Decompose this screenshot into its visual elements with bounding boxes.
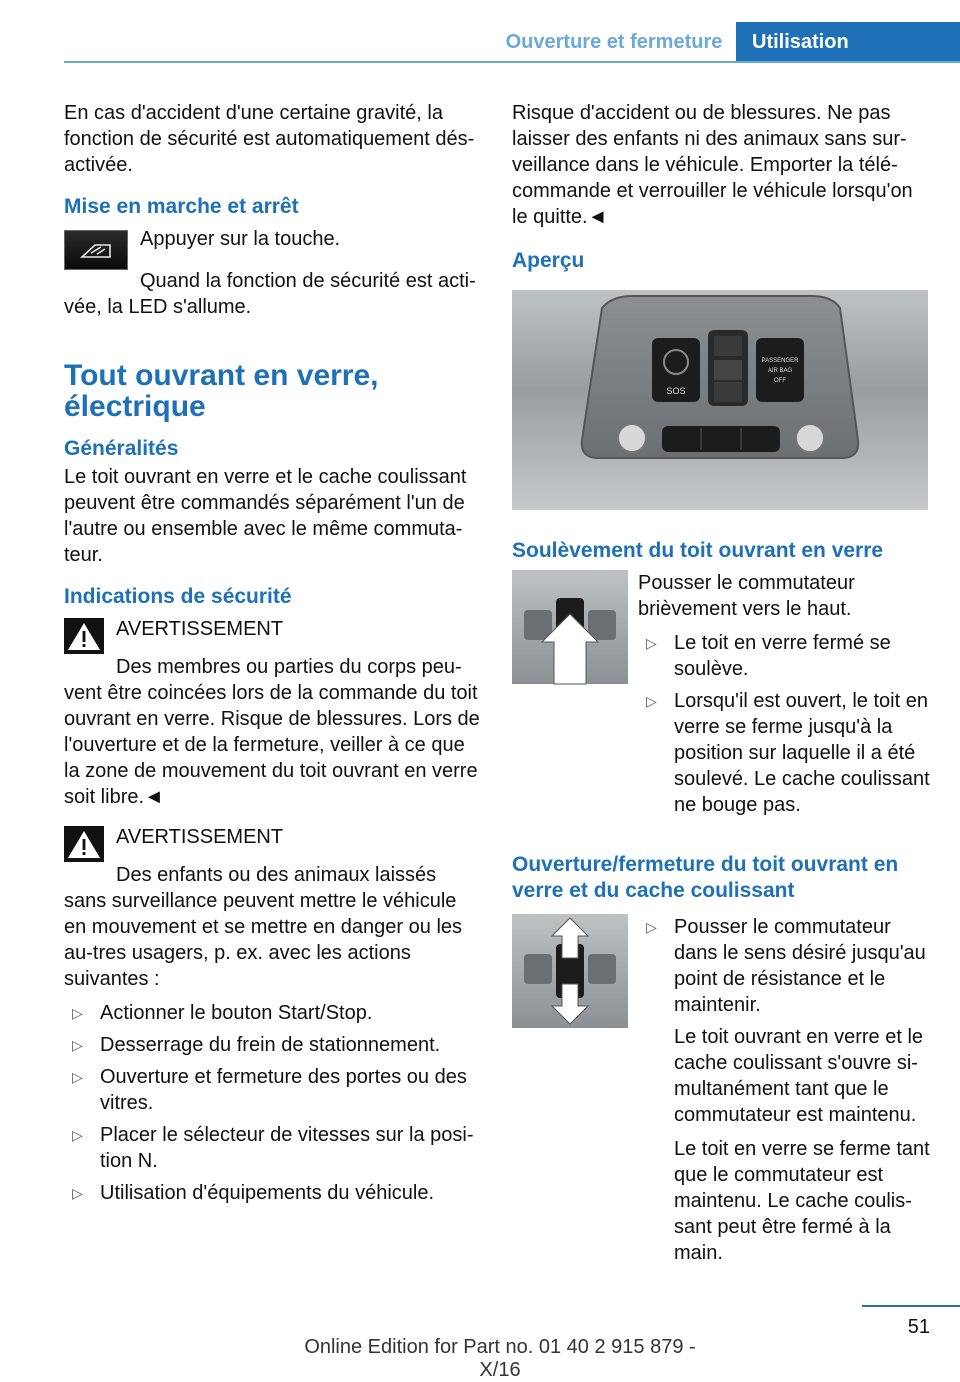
left-column (64, 100, 482, 1212)
heading-on-off: Mise en marche et arrêt (64, 195, 299, 218)
right-column (512, 100, 932, 1274)
list-item: ▷ Desserrage du frein de stationnement. (64, 1032, 482, 1058)
off-label: OFF (774, 378, 786, 384)
bullet-triangle-icon: ▷ (72, 1037, 83, 1053)
general-paragraph: Le toit ouvrant en verre et le cache coulissant peuvent être commandés séparément l'un de l'autre ou ensemble avec le même commuta-teur. (64, 466, 467, 566)
heading-lift: Soulèvement du toit ouvrant en verre (512, 539, 884, 562)
roof-button-icon (64, 230, 128, 270)
list-item: ▷ Le toit en verre fermé se soulève. (638, 630, 932, 682)
bullet-triangle-icon: ▷ (72, 1069, 83, 1085)
airbag-label: AIR BAG (767, 368, 793, 374)
warning-triangle-icon (64, 826, 104, 862)
list-item: ▷ Pousser le commutateur dans le sens désiré jusqu'au point de résistance et le maintenir. (638, 914, 932, 1018)
warning-1-text: Des membres ou parties du corps peu-vent être coincées lors de la commande du toit ouvrant en verre. Risque de blessures. Lors de l'ouverture et de la fermeture, veiller à ce que la zone de mouvement du toit ouvrant en verre soit libre.◄ (64, 656, 480, 808)
sos-label: SOS (666, 386, 686, 396)
lift-instruction: Pousser le commutateur brièvement vers le haut. (638, 572, 855, 620)
intro-paragraph: En cas d'accident d'une certaine gravité, la fonction de sécurité est automatiquement dés-activée. (64, 102, 475, 176)
header-section-title: Ouverture et fermeture (505, 30, 723, 53)
list-item: ▷ Ouverture et fermeture des portes ou des vitres. (64, 1064, 482, 1116)
page-number: 51 (907, 1316, 930, 1338)
bullet-triangle-icon: ▷ (646, 919, 657, 935)
switch-open-close-diagram (512, 914, 628, 1028)
header-tab: Utilisation (736, 22, 960, 62)
switch-lift-diagram (512, 570, 628, 684)
warning-2-text: Des enfants ou des animaux laissés sans surveillance peuvent mettre le véhicule en mouvement et se mettre en danger ou les au-tres usagers, p. ex. avec les actions suivantes : (64, 864, 463, 990)
header-rule (64, 61, 960, 63)
heading-open-close: Ouverture/fermeture du toit ouvrant en verre et du cache coulissant (512, 853, 899, 902)
heading-general: Généralités (64, 437, 179, 460)
passenger-label: PASSENGER (761, 358, 799, 364)
list-item: ▷ Lorsqu'il est ouvert, le toit en verre se ferme jusqu'à la position sur laquelle il a été soulevé. Le cache coulissant ne bouge pas. (638, 688, 932, 818)
actions-list (64, 1000, 482, 1206)
open-close-paragraph-3: Le toit en verre se ferme tant que le commutateur est maintenu. Le cache coulis-sant peut être fermé à la main. (674, 1138, 930, 1264)
footer-rule (862, 1305, 960, 1307)
bullet-triangle-icon: ▷ (72, 1185, 83, 1201)
overhead-console-photo (512, 290, 928, 510)
warning-2 (64, 824, 482, 862)
heading-overview: Aperçu (512, 249, 585, 272)
heading-glass-roof: Tout ouvrant en verre, électrique (64, 359, 379, 423)
bullet-triangle-icon: ▷ (646, 693, 657, 709)
warning-1-title: AVERTISSEMENT (116, 618, 284, 640)
list-item: ▷ Placer le sélecteur de vitesses sur la posi-tion N. (64, 1122, 482, 1174)
bullet-triangle-icon: ▷ (646, 635, 657, 651)
warning-2-title: AVERTISSEMENT (116, 826, 284, 848)
warning-triangle-icon (64, 618, 104, 654)
lift-block (512, 570, 932, 824)
open-close-block (512, 914, 932, 1274)
on-off-led-text: Quand la fonction de sécurité est acti-vée, la LED s'allume. (64, 270, 476, 318)
on-off-block (64, 226, 482, 270)
edition-line: Online Edition for Part no. 01 40 2 915 879 - X/16 (304, 1336, 696, 1381)
list-item: ▷ Utilisation d'équipements du véhicule. (64, 1180, 482, 1206)
open-close-paragraph-2: Le toit ouvrant en verre et le cache coulissant s'ouvre si-multanément tant que le commutateur est maintenu. (674, 1026, 924, 1126)
list-item: ▷ Actionner le bouton Start/Stop. (64, 1000, 482, 1026)
risk-paragraph: Risque d'accident ou de blessures. Ne pas laisser des enfants ni des animaux sans sur-veillance dans le véhicule. Emporter la télé-commande et verrouiller le véhicule lorsqu'on le quitte.◄ (512, 102, 913, 228)
bullet-triangle-icon: ▷ (72, 1127, 83, 1143)
warning-1 (64, 616, 482, 654)
bullet-triangle-icon: ▷ (72, 1005, 83, 1021)
heading-safety: Indications de sécurité (64, 585, 292, 608)
on-off-instruction: Appuyer sur la touche. (140, 228, 341, 250)
